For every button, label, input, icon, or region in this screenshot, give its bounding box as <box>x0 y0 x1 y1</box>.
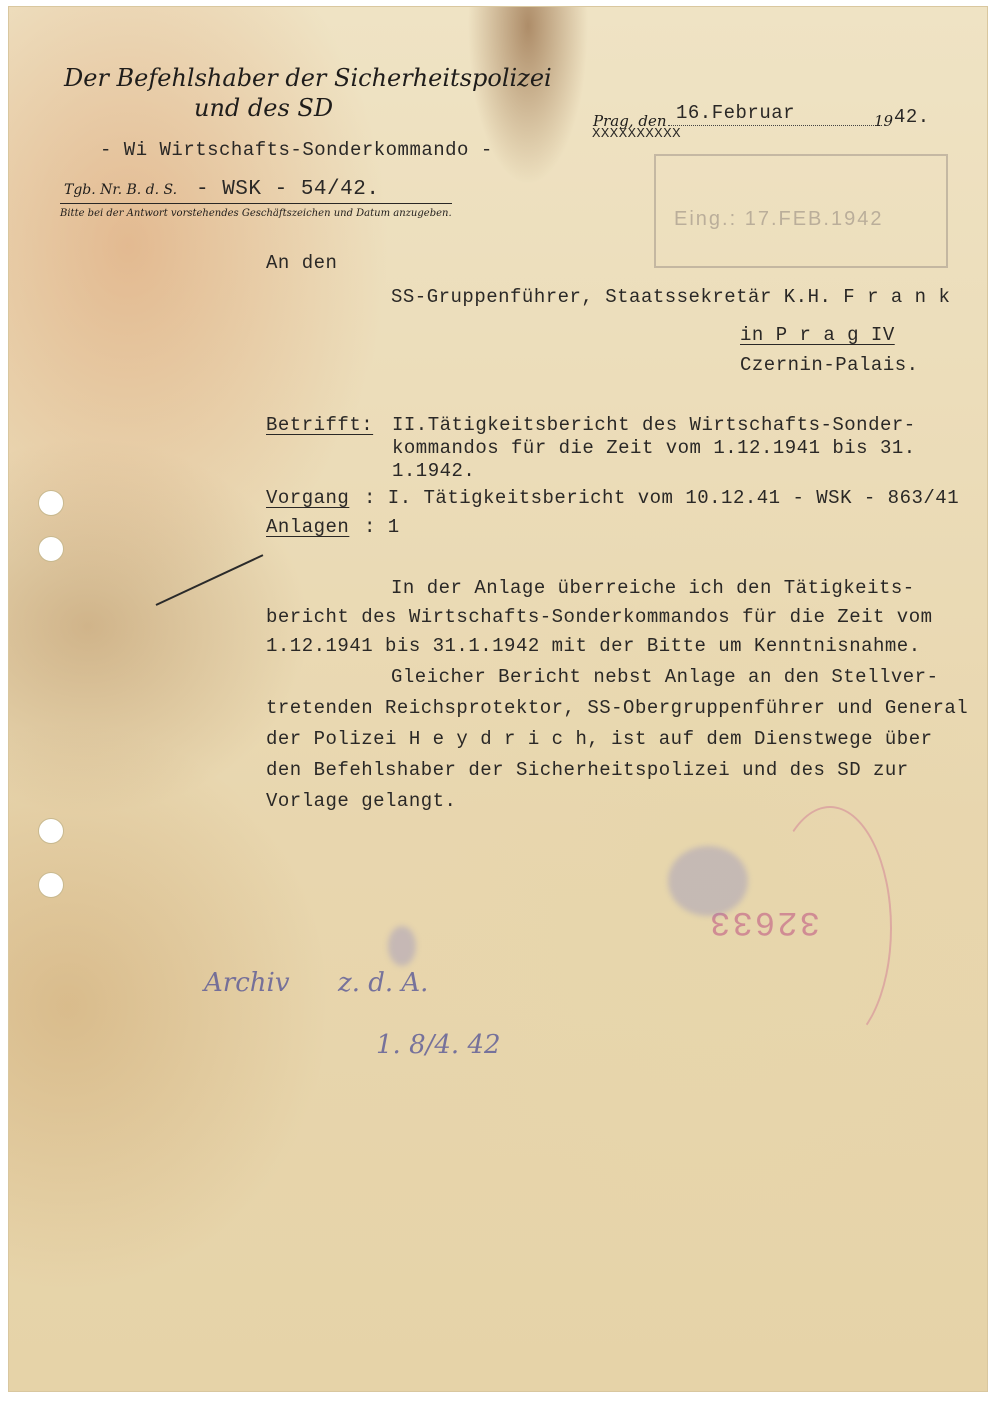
reference-number: - WSK - 54/42. <box>196 178 380 201</box>
punch-hole <box>38 490 64 516</box>
body-p2-line4: den Befehlshaber der Sicherheitspolizei und des SD zur <box>266 759 909 781</box>
blue-ink-mark <box>388 926 416 966</box>
date-year-prefix: 19 <box>874 112 894 130</box>
vorgang-label: Vorgang <box>266 487 350 509</box>
punch-hole <box>38 536 64 562</box>
reply-instruction: Bitte bei der Antwort vorstehendes Geschäftszeichen und Datum anzugeben. <box>60 208 452 219</box>
received-stamp-text: Eing.: 17.FEB.1942 <box>674 208 884 230</box>
reference-label: Tgb. Nr. B. d. S. <box>64 182 178 198</box>
body-p1-line1: In der Anlage überreiche ich den Tätigkeits- <box>391 577 915 599</box>
handwritten-date-note: 1. 8/4. 42 <box>376 1030 501 1060</box>
red-register-number: 32633 <box>708 902 821 940</box>
date-year-suffix: 42. <box>894 106 930 128</box>
letterhead-line1: Der Befehlshaber der Sicherheitspolizei <box>64 64 552 92</box>
margin-slash-mark <box>156 554 264 606</box>
recipient-address: Czernin-Palais. <box>740 354 919 376</box>
date-place: Prag, den <box>593 112 667 130</box>
body-p2-line5: Vorlage gelangt. <box>266 790 457 812</box>
body-p1-line2: bericht des Wirtschafts-Sonderkommandos für die Zeit vom <box>266 606 933 628</box>
anlagen-label: Anlagen <box>266 516 350 538</box>
body-p1-line3: 1.12.1941 bis 31.1.1942 mit der Bitte um Kenntnisnahme. <box>266 635 921 657</box>
vorgang-text: : I. Tätigkeitsbericht vom 10.12.41 - WSK - 863/41 <box>364 487 960 509</box>
letterhead-rule <box>60 203 452 204</box>
received-stamp <box>654 154 948 268</box>
betrifft-line-2: kommandos für die Zeit vom 1.12.1941 bis 31. <box>392 437 916 459</box>
date-day-month: 16.Februar <box>676 102 796 124</box>
blue-ink-blot <box>668 846 748 916</box>
betrifft-label: Betrifft: <box>266 414 374 436</box>
handwritten-zda-note: z. d. A. <box>338 968 429 998</box>
body-p2-line1: Gleicher Bericht nebst Anlage an den Stellver- <box>391 666 939 688</box>
body-p2-line2: tretenden Reichsprotektor, SS-Obergruppenführer und General <box>266 697 969 719</box>
body-p2-line3: der Polizei H e y d r i c h, ist auf dem Dienstwege über <box>266 728 933 750</box>
punch-hole <box>38 818 64 844</box>
letterhead-line2: und des SD <box>194 94 334 122</box>
handwritten-archive-note: Archiv <box>204 968 290 998</box>
salutation-an-den: An den <box>266 252 338 274</box>
punch-hole <box>38 872 64 898</box>
department-line: - Wi Wirtschafts-Sonderkommando - <box>100 139 493 161</box>
letter-page <box>8 6 988 1392</box>
date-strikeout: XXXXXXXXXX <box>592 126 682 142</box>
recipient-city: in P r a g IV <box>740 324 895 346</box>
betrifft-line-3: 1.1942. <box>392 460 476 482</box>
anlagen-text: : 1 <box>364 516 400 538</box>
betrifft-line-1: II.Tätigkeitsbericht des Wirtschafts-Sonder- <box>392 414 916 436</box>
date-dotted-line <box>668 125 882 126</box>
recipient-title: SS-Gruppenführer, Staatssekretär K.H. F r a n k <box>391 286 951 308</box>
